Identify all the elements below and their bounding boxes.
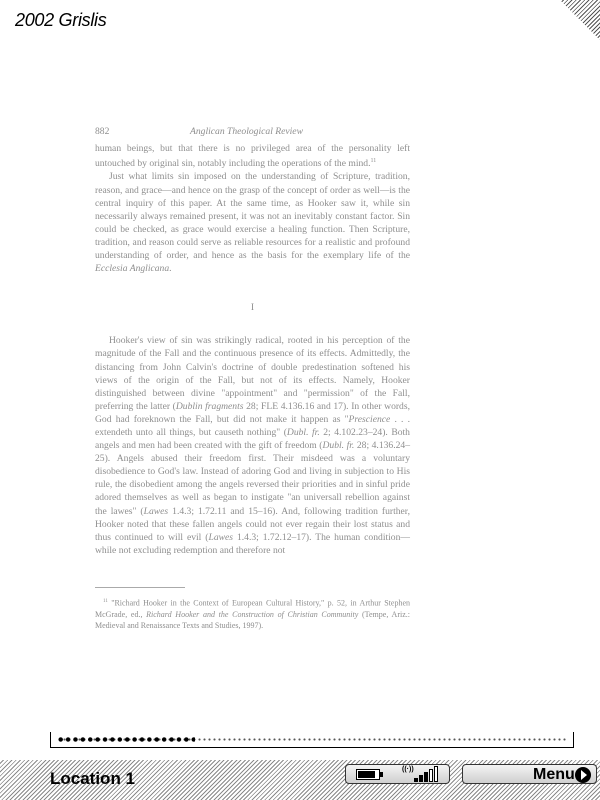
footnote-text: "Richard Hooker in the Context of European Cultural History," p. 52, in Arthur Stephen McGrade, ed., — [95, 598, 411, 619]
signal-bar — [419, 775, 423, 782]
paragraph-text: 28; 4.136.24–25). Angels abused their freedom first. Their misdeed was a voluntary disobedience to God's law. Instead of adoring God and living in subjection to His rule, the disobedient among the angels reversed their priorities and in sinful pride adored themselves as well as began to instigate "an universall rebellion against the lawes" ( — [95, 440, 410, 517]
paragraph-text: Hooker's view of sin was strikingly radical, rooted in his perception of the magnitude of the Fall and the continuous presence of its effects. Admittedly, the distancing from John Calvin's doctrine of double predestination softened his views of the origin of the Fall, but not of its effects. Namely, Hooker distinguished between divine "appointment" and "permission" of the Fall, preferring the latter ( — [95, 335, 410, 412]
emphasis: Richard Hooker and the Construction of Christian Community — [146, 609, 359, 619]
paragraph-text: 1.4.3; 1.72.11 and 15–16). And, following tradition further, Hooker noted that these fallen angels could not ever regain their lost status and thus continued to will evil ( — [95, 505, 410, 543]
footnote-number: 11 — [103, 598, 108, 604]
emphasis: Ecclesia Anglicana — [95, 263, 170, 275]
paragraph-text: 2; 4.102.23–24). Both angels and men had been created with the gift of freedom ( — [95, 426, 410, 452]
paragraph-text: human beings, but that there is no privileged area of the personality left untouched by original sin, notably including the operations of the mind. — [95, 143, 410, 170]
signal-bar — [414, 778, 418, 782]
menu-label: Menu — [533, 766, 575, 783]
progress-fill — [57, 736, 195, 743]
page-curl-icon[interactable] — [560, 0, 600, 40]
paragraph-text: . . . extendeth unto all things, but causeth nothing" ( — [95, 413, 410, 438]
wireless-icon: ((·)) — [402, 766, 414, 773]
running-head — [95, 125, 410, 138]
footnote — [95, 596, 410, 631]
section-heading: I — [250, 302, 255, 314]
title-bar — [0, 0, 600, 44]
emphasis: Lawes — [208, 531, 234, 543]
paragraph-text: . — [169, 263, 172, 275]
paragraph-1 — [95, 142, 410, 170]
footnote-ref[interactable]: 11 — [370, 158, 377, 165]
emphasis: Dublin fragments — [175, 400, 244, 412]
arrow-right-icon — [575, 767, 591, 783]
footnote-divider — [95, 587, 185, 588]
book-page — [95, 125, 410, 631]
location-indicator: Location 1 — [50, 769, 136, 788]
signal-bar — [434, 766, 438, 782]
emphasis: Dubl. fr. — [286, 426, 320, 438]
reading-progress-bar[interactable] — [50, 732, 574, 748]
emphasis: Lawes — [143, 505, 169, 517]
footnote-text: (Tempe, Ariz.: Medieval and Renaissance Texts and Studies, 1997). — [95, 609, 410, 630]
device-status — [345, 764, 450, 784]
emphasis: Dubl. fr. — [322, 440, 355, 452]
paragraph-3 — [95, 334, 410, 557]
status-bar — [0, 760, 600, 800]
menu-button[interactable] — [462, 764, 597, 784]
journal-title: Anglican Theological Review — [190, 126, 303, 137]
wireless-indicator — [396, 766, 441, 783]
paragraph-text: 28; FLE 4.136.16 and 17). In other words, God had foreknown the Fall, but did not make it happen as " — [95, 400, 410, 425]
page-number: 882 — [95, 126, 110, 137]
paragraph-text: 1.4.3; 1.72.12–17). The human condition—while not excluding redemption and therefore not — [95, 531, 410, 556]
signal-bar — [429, 769, 433, 782]
signal-bar — [424, 772, 428, 782]
battery-icon — [356, 769, 380, 780]
paragraph-text: Just what limits sin imposed on the understanding of Scripture, tradition, reason, and grace—and hence on the grasp of the concept of order as well—is the central inquiry of this paper. At the same time, as Hooker saw it, while sin necessarily always remained present, it was not an inevitably constant factor. Sin could be checked, as grace would exercise a healing function. Then Scripture, tradition, and reason could serve as reliable resources for a realistic and profound understanding of order, and hence as the basis for the exemplary life of the — [95, 171, 410, 262]
emphasis: Prescience — [348, 413, 391, 425]
book-title: 2002 Grislis — [15, 10, 107, 30]
paragraph-2 — [95, 170, 410, 275]
